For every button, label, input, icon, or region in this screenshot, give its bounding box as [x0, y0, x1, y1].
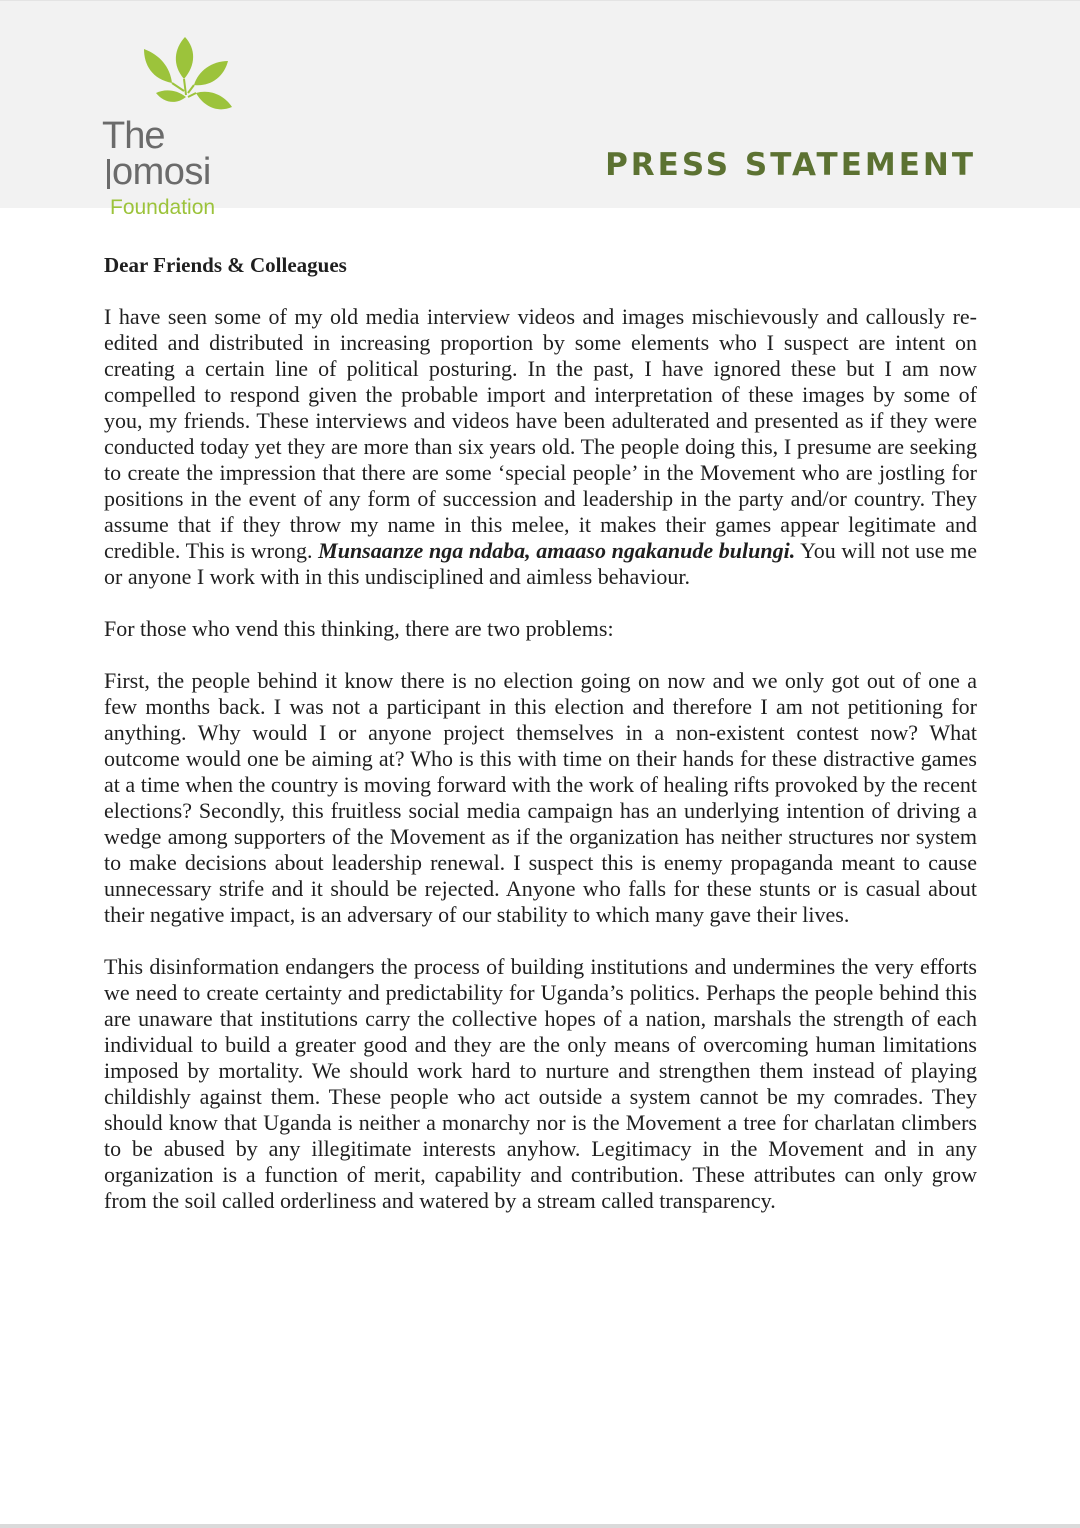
page-bottom-edge — [0, 1524, 1080, 1528]
salutation: Dear Friends & Colleagues — [104, 253, 347, 277]
paragraph-3: First, the people behind it know there is no election going on now and we only got out of one a few months back. I was not a participant in this election and therefore I am not petitioning for anything. Why would I or anyone project themselves in a non-existent contest now? What outcome would one be aiming at? Who is this with time on their hands for these distractive games at a time when the country is moving forward with the work of healing rifts provoked by the recent elections? Secondly, this fruitless social media campaign has an underlying intention of driving a wedge among supporters of the Movement as if the organization has neither structures nor system to make decisions about leadership renewal. I suspect this is enemy propaganda meant to cause unnecessary strife and it should be rejected. Anyone who falls for these stunts or is casual about their negative impact, is an adversary of our stability to which many gave their lives. — [104, 668, 977, 927]
leaves-icon — [100, 35, 240, 125]
letter-body — [104, 252, 977, 1240]
foundation-logo — [100, 35, 250, 219]
page-header — [0, 0, 1080, 219]
paragraph-1-emphasis: Munsaanze nga ndaba, amaaso ngakanude bulungi. — [318, 538, 796, 563]
paragraph-1 — [104, 304, 977, 590]
logo-t-stroke — [107, 159, 110, 189]
page-title: PRESS STATEMENT — [605, 147, 976, 183]
paragraph-1-text-end: You will not use me or anyone I work with in this undisciplined and aimless behaviour. — [104, 538, 977, 589]
logo-text-omosi: omosi — [112, 151, 211, 193]
paragraph-1-text: I have seen some of my old media interview videos and images mischievously and callously re-edited and distributed in increasing proportion by some elements who I suspect are intent on creating a certain line of political posturing. In the past, I have ignored these but I am now compelled to respond given the probable import and interpretation of these images by some of you, my friends. These interviews and videos have been adulterated and presented as if they were conducted today yet they are more than six years old. The people doing this, I presume are seeking to create the impression that there are some ‘special people’ in the Movement who are jostling for positions in the event of any form of succession and leadership in the party and/or country. They assume that if they throw my name in this melee, it makes their games appear legitimate and credible. This is wrong. — [104, 304, 977, 563]
logo-text-the: The — [102, 115, 165, 157]
logo-text-foundation: Foundation — [110, 196, 216, 219]
paragraph-4: This disinformation endangers the process of building institutions and undermines the very efforts we need to create certainty and predictability for Uganda’s politics. Perhaps the people behind this are unaware that institutions carry the collective hopes of a nation, marshals the strength of each individual to build a greater good and they are the only means of overcoming human limitations imposed by mortality. We should work hard to nurture and strengthen them instead of playing childishly against them. These people who act outside a system cannot be my comrades. They should know that Uganda is neither a monarchy nor is the Movement a tree for charlatan climbers to be abused by any illegitimate interests anyhow. Legitimacy in the Movement and in any organization is a function of merit, capability and contribution. These attributes can only grow from the soil called orderliness and watered by a stream called transparency. — [104, 954, 977, 1213]
paragraph-2: For those who vend this thinking, there are two problems: — [104, 616, 614, 641]
